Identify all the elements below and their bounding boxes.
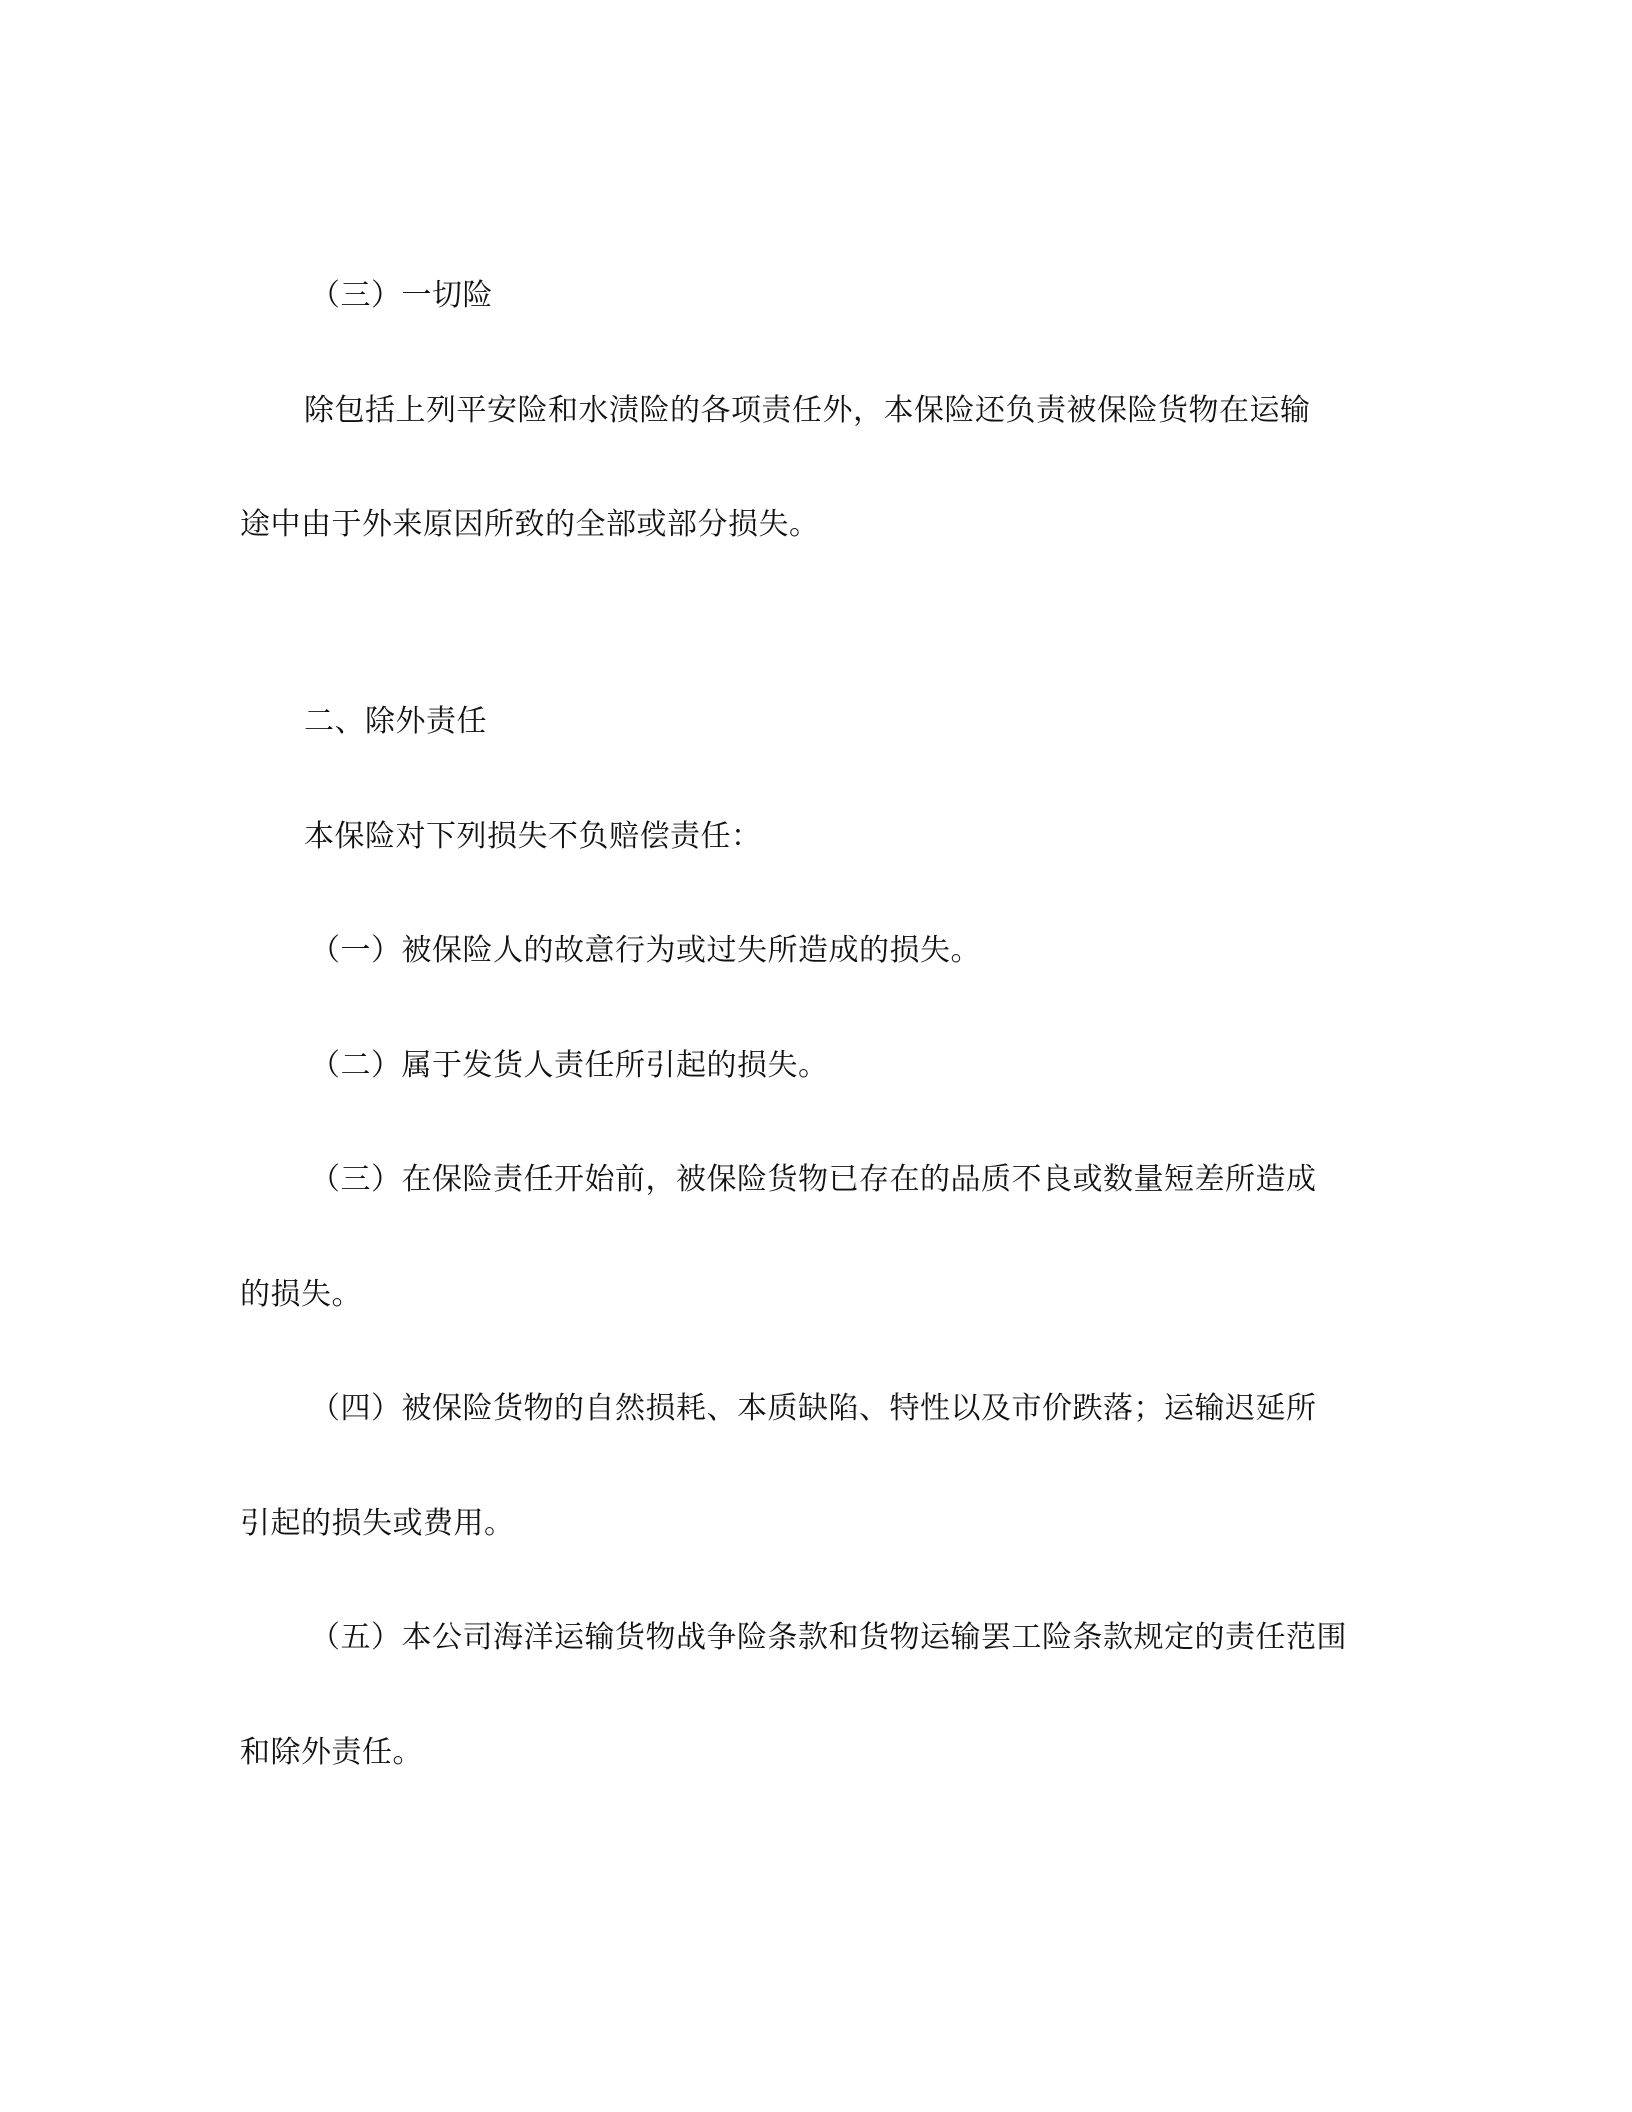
paragraph-line: 途中由于外来原因所致的全部或部分损失。 <box>240 507 820 542</box>
list-item: （一）被保险人的故意行为或过失所造成的损失。 <box>310 933 981 968</box>
list-item-continuation: 和除外责任。 <box>240 1735 423 1770</box>
section-heading-all-risks: （三）一切险 <box>310 278 493 313</box>
list-item: （五）本公司海洋运输货物战争险条款和货物运输罢工险条款规定的责任范围 <box>310 1620 1347 1655</box>
paragraph-line: 本保险对下列损失不负赔偿责任： <box>304 819 762 854</box>
list-item: （三）在保险责任开始前，被保险货物已存在的品质不良或数量短差所造成 <box>310 1162 1317 1197</box>
section-heading-exclusions: 二、除外责任 <box>304 704 487 739</box>
list-item: （四）被保险货物的自然损耗、本质缺陷、特性以及市价跌落；运输迟延所 <box>310 1391 1317 1426</box>
list-item: （二）属于发货人责任所引起的损失。 <box>310 1048 829 1083</box>
list-item-continuation: 引起的损失或费用。 <box>240 1506 515 1541</box>
paragraph-line: 除包括上列平安险和水渍险的各项责任外，本保险还负责被保险货物在运输 <box>304 393 1311 428</box>
list-item-continuation: 的损失。 <box>240 1277 362 1312</box>
